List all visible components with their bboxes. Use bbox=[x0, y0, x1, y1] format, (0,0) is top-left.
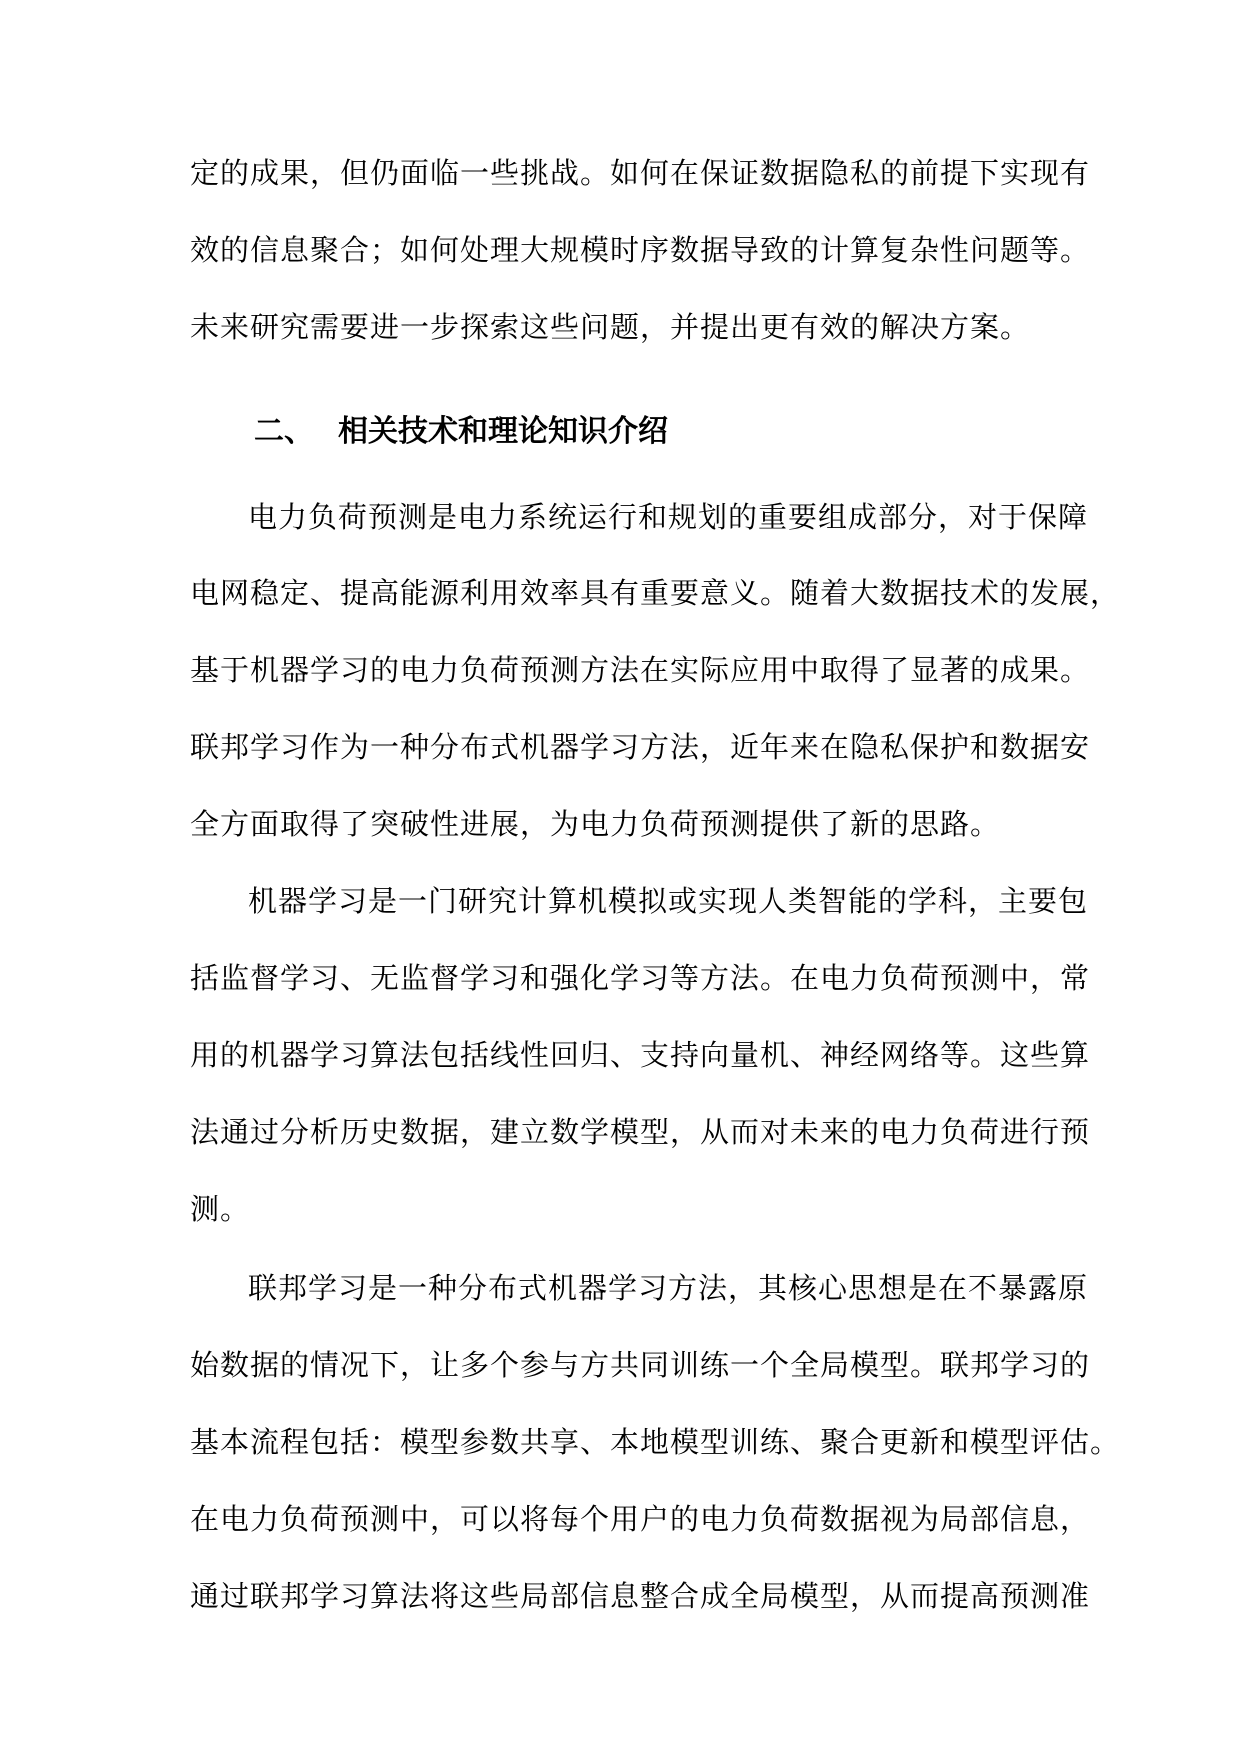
text-line: 电网稳定、提高能源利用效率具有重要意义。随着大数据技术的发展， bbox=[190, 576, 1121, 610]
text-line: 联邦学习作为一种分布式机器学习方法，近年来在隐私保护和数据安 bbox=[190, 730, 1091, 764]
section-title: 相关技术和理论知识介绍 bbox=[338, 414, 668, 449]
text-line: 用的机器学习算法包括线性回归、支持向量机、神经网络等。这些算 bbox=[190, 1038, 1091, 1072]
section-number: 二、 bbox=[254, 414, 314, 449]
text-line: 基于机器学习的电力负荷预测方法在实际应用中取得了显著的成果。 bbox=[190, 653, 1091, 687]
text-line: 定的成果，但仍面临一些挑战。如何在保证数据隐私的前提下实现有 bbox=[190, 156, 1091, 190]
text-line: 通过联邦学习算法将这些局部信息整合成全局模型，从而提高预测准 bbox=[190, 1579, 1091, 1613]
text-line: 电力负荷预测是电力系统运行和规划的重要组成部分，对于保障 bbox=[248, 500, 1089, 534]
text-line: 始数据的情况下，让多个参与方共同训练一个全局模型。联邦学习的 bbox=[190, 1348, 1091, 1382]
text-line: 联邦学习是一种分布式机器学习方法，其核心思想是在不暴露原 bbox=[248, 1271, 1089, 1305]
section-heading bbox=[254, 412, 668, 452]
text-line: 全方面取得了突破性进展，为电力负荷预测提供了新的思路。 bbox=[190, 807, 1001, 841]
text-line: 法通过分析历史数据，建立数学模型，从而对未来的电力负荷进行预 bbox=[190, 1115, 1091, 1149]
text-line: 未来研究需要进一步探索这些问题，并提出更有效的解决方案。 bbox=[190, 310, 1031, 344]
text-line: 测。 bbox=[190, 1192, 251, 1226]
text-line: 机器学习是一门研究计算机模拟或实现人类智能的学科，主要包 bbox=[248, 884, 1089, 918]
text-line: 基本流程包括：模型参数共享、本地模型训练、聚合更新和模型评估。 bbox=[190, 1425, 1121, 1459]
text-line: 效的信息聚合；如何处理大规模时序数据导致的计算复杂性问题等。 bbox=[190, 233, 1091, 267]
text-line: 在电力负荷预测中，可以将每个用户的电力负荷数据视为局部信息， bbox=[190, 1502, 1091, 1536]
text-line: 括监督学习、无监督学习和强化学习等方法。在电力负荷预测中，常 bbox=[190, 961, 1091, 995]
